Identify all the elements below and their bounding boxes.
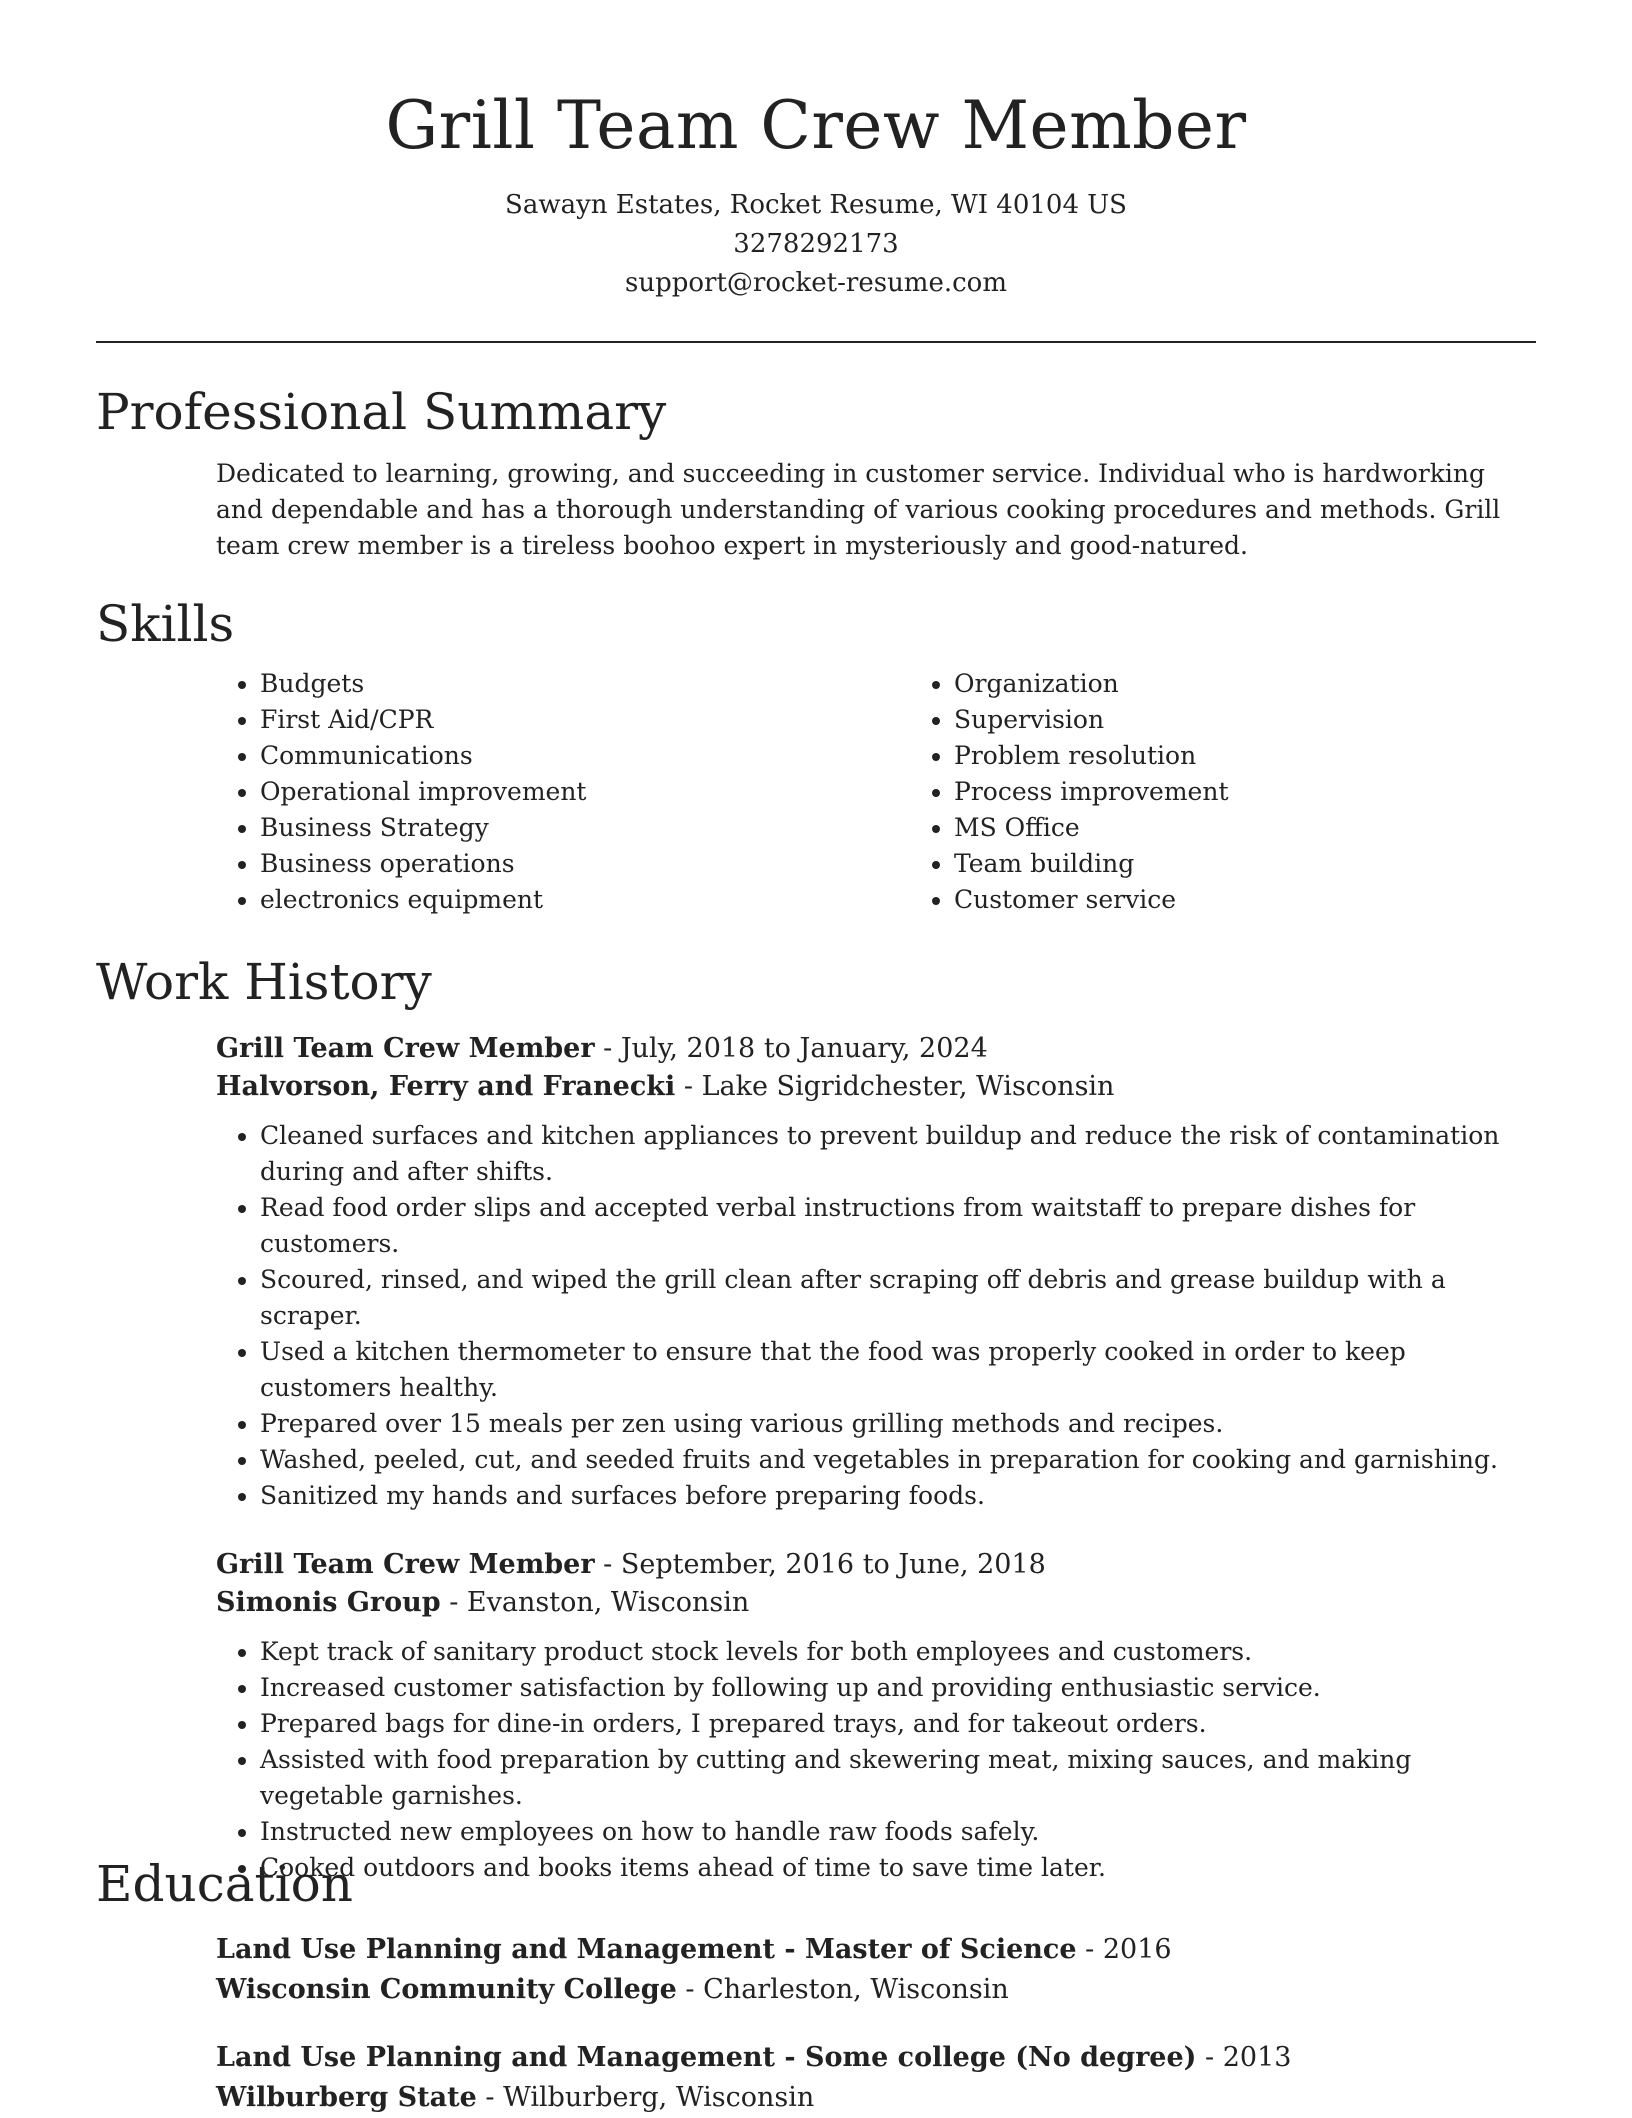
skills-column-1 bbox=[216, 666, 910, 918]
contact-block bbox=[0, 186, 1632, 303]
summary-section bbox=[96, 382, 1536, 564]
separator: - bbox=[775, 1934, 806, 1965]
job-bullets bbox=[216, 1118, 1536, 1514]
summary-title: Professional Summary bbox=[96, 383, 667, 441]
skill-item: • Budgets bbox=[260, 666, 910, 702]
skill-item: • First Aid/CPR bbox=[260, 702, 910, 738]
header-divider bbox=[96, 341, 1536, 343]
skill-item: • Problem resolution bbox=[954, 738, 1229, 774]
separator: - bbox=[440, 1587, 467, 1618]
separator: - bbox=[594, 1033, 621, 1064]
job-bullet: • Prepared over 15 meals per zen using various grilling methods and recipes. bbox=[260, 1406, 1536, 1442]
email: support@rocket-resume.com bbox=[624, 268, 1007, 298]
education-heading bbox=[216, 2038, 1536, 2078]
education-year: 2013 bbox=[1222, 2042, 1292, 2073]
job-bullet: • Used a kitchen thermometer to ensure that the food was properly cooked in order to keep customers healthy. bbox=[260, 1334, 1536, 1406]
skills-section bbox=[96, 594, 1536, 918]
separator: - bbox=[594, 1549, 621, 1580]
work-section bbox=[96, 952, 1536, 1886]
job-bullet: • Read food order slips and accepted verbal instructions from waitstaff to prepare dishes for customers. bbox=[260, 1190, 1536, 1262]
job-bullets bbox=[216, 1634, 1536, 1886]
separator: - bbox=[1196, 2042, 1223, 2073]
skill-item: • Supervision bbox=[954, 702, 1229, 738]
separator: - bbox=[775, 2042, 806, 2073]
phone: 3278292173 bbox=[733, 229, 899, 259]
job-dates: July, 2018 to January, 2024 bbox=[620, 1033, 988, 1064]
job-entry bbox=[216, 1546, 1536, 1886]
education-section bbox=[96, 1854, 1536, 2118]
skills-title: Skills bbox=[96, 595, 235, 653]
job-role: Grill Team Crew Member bbox=[216, 1033, 595, 1064]
job-bullet: • Increased customer satisfaction by following up and providing enthusiastic service. bbox=[260, 1670, 1536, 1706]
job-company: Halvorson, Ferry and Franecki bbox=[216, 1071, 676, 1102]
education-school-line bbox=[216, 2078, 1536, 2118]
job-heading bbox=[216, 1546, 1536, 1584]
job-bullet: • Prepared bags for dine-in orders, I prepared trays, and for takeout orders. bbox=[260, 1706, 1536, 1742]
education-school-line bbox=[216, 1970, 1536, 2010]
education-school: Wilburberg State bbox=[216, 2082, 477, 2113]
skill-item: • Communications bbox=[260, 738, 910, 774]
job-company-line bbox=[216, 1068, 1536, 1106]
education-field: Land Use Planning and Management bbox=[216, 2042, 776, 2073]
skill-item: • Process improvement bbox=[954, 774, 1229, 810]
resume-header bbox=[0, 0, 1632, 303]
skill-item: • Team building bbox=[954, 846, 1229, 882]
job-bullet: • Instructed new employees on how to handle raw foods safely. bbox=[260, 1814, 1536, 1850]
job-bullet: • Cleaned surfaces and kitchen appliances to prevent buildup and reduce the risk of contamination during and after shifts. bbox=[260, 1118, 1536, 1190]
education-location: Charleston, Wisconsin bbox=[703, 1974, 1009, 2005]
education-entry bbox=[216, 2038, 1536, 2118]
job-company-line bbox=[216, 1584, 1536, 1622]
education-degree: Some college (No degree) bbox=[805, 2042, 1197, 2073]
job-heading bbox=[216, 1030, 1536, 1068]
education-location: Wilburberg, Wisconsin bbox=[503, 2082, 815, 2113]
job-entry bbox=[216, 1030, 1536, 1514]
job-location: Lake Sigridchester, Wisconsin bbox=[701, 1071, 1115, 1102]
skill-item: • electronics equipment bbox=[260, 882, 910, 918]
education-year: 2016 bbox=[1102, 1934, 1172, 1965]
job-bullet: • Sanitized my hands and surfaces before preparing foods. bbox=[260, 1478, 1536, 1514]
education-field: Land Use Planning and Management bbox=[216, 1934, 776, 1965]
separator: - bbox=[676, 1974, 704, 2005]
job-dates: September, 2016 to June, 2018 bbox=[620, 1549, 1046, 1580]
skill-item: • Business operations bbox=[260, 846, 910, 882]
job-bullet: • Washed, peeled, cut, and seeded fruits and vegetables in preparation for cooking and garnishing. bbox=[260, 1442, 1536, 1478]
education-title: Education bbox=[96, 1855, 353, 1913]
job-company: Simonis Group bbox=[216, 1587, 441, 1618]
skill-item: • Organization bbox=[954, 666, 1229, 702]
job-location: Evanston, Wisconsin bbox=[466, 1587, 750, 1618]
skill-item: • Customer service bbox=[954, 882, 1229, 918]
job-bullet: • Assisted with food preparation by cutting and skewering meat, mixing sauces, and making vegetable garnishes. bbox=[260, 1742, 1536, 1814]
separator: - bbox=[476, 2082, 504, 2113]
job-bullet: • Scoured, rinsed, and wiped the grill clean after scraping off debris and grease buildup with a scraper. bbox=[260, 1262, 1536, 1334]
skill-item: • Operational improvement bbox=[260, 774, 910, 810]
summary-text: Dedicated to learning, growing, and succeeding in customer service. Individual who is hardworking and dependable and has a thorough understanding of various cooking procedures and methods. Grill team crew member is a tireless boohoo expert in mysteriously and good-natured. bbox=[216, 459, 1501, 560]
education-degree: Master of Science bbox=[805, 1934, 1077, 1965]
separator: - bbox=[675, 1071, 702, 1102]
skill-item: • Business Strategy bbox=[260, 810, 910, 846]
separator: - bbox=[1076, 1934, 1103, 1965]
skill-item: • MS Office bbox=[954, 810, 1229, 846]
address: Sawayn Estates, Rocket Resume, WI 40104 US bbox=[505, 190, 1127, 220]
skills-list bbox=[216, 666, 1536, 918]
education-entry bbox=[216, 1930, 1536, 2010]
job-role: Grill Team Crew Member bbox=[216, 1549, 595, 1580]
work-title: Work History bbox=[96, 953, 432, 1011]
skills-column-2 bbox=[910, 666, 1229, 918]
job-bullet: • Kept track of sanitary product stock levels for both employees and customers. bbox=[260, 1634, 1536, 1670]
job-bullet: • Cooked outdoors and books items ahead of time to save time later. bbox=[260, 1850, 1536, 1886]
candidate-name: Grill Team Crew Member bbox=[385, 87, 1247, 164]
education-school: Wisconsin Community College bbox=[216, 1974, 677, 2005]
education-heading bbox=[216, 1930, 1536, 1970]
